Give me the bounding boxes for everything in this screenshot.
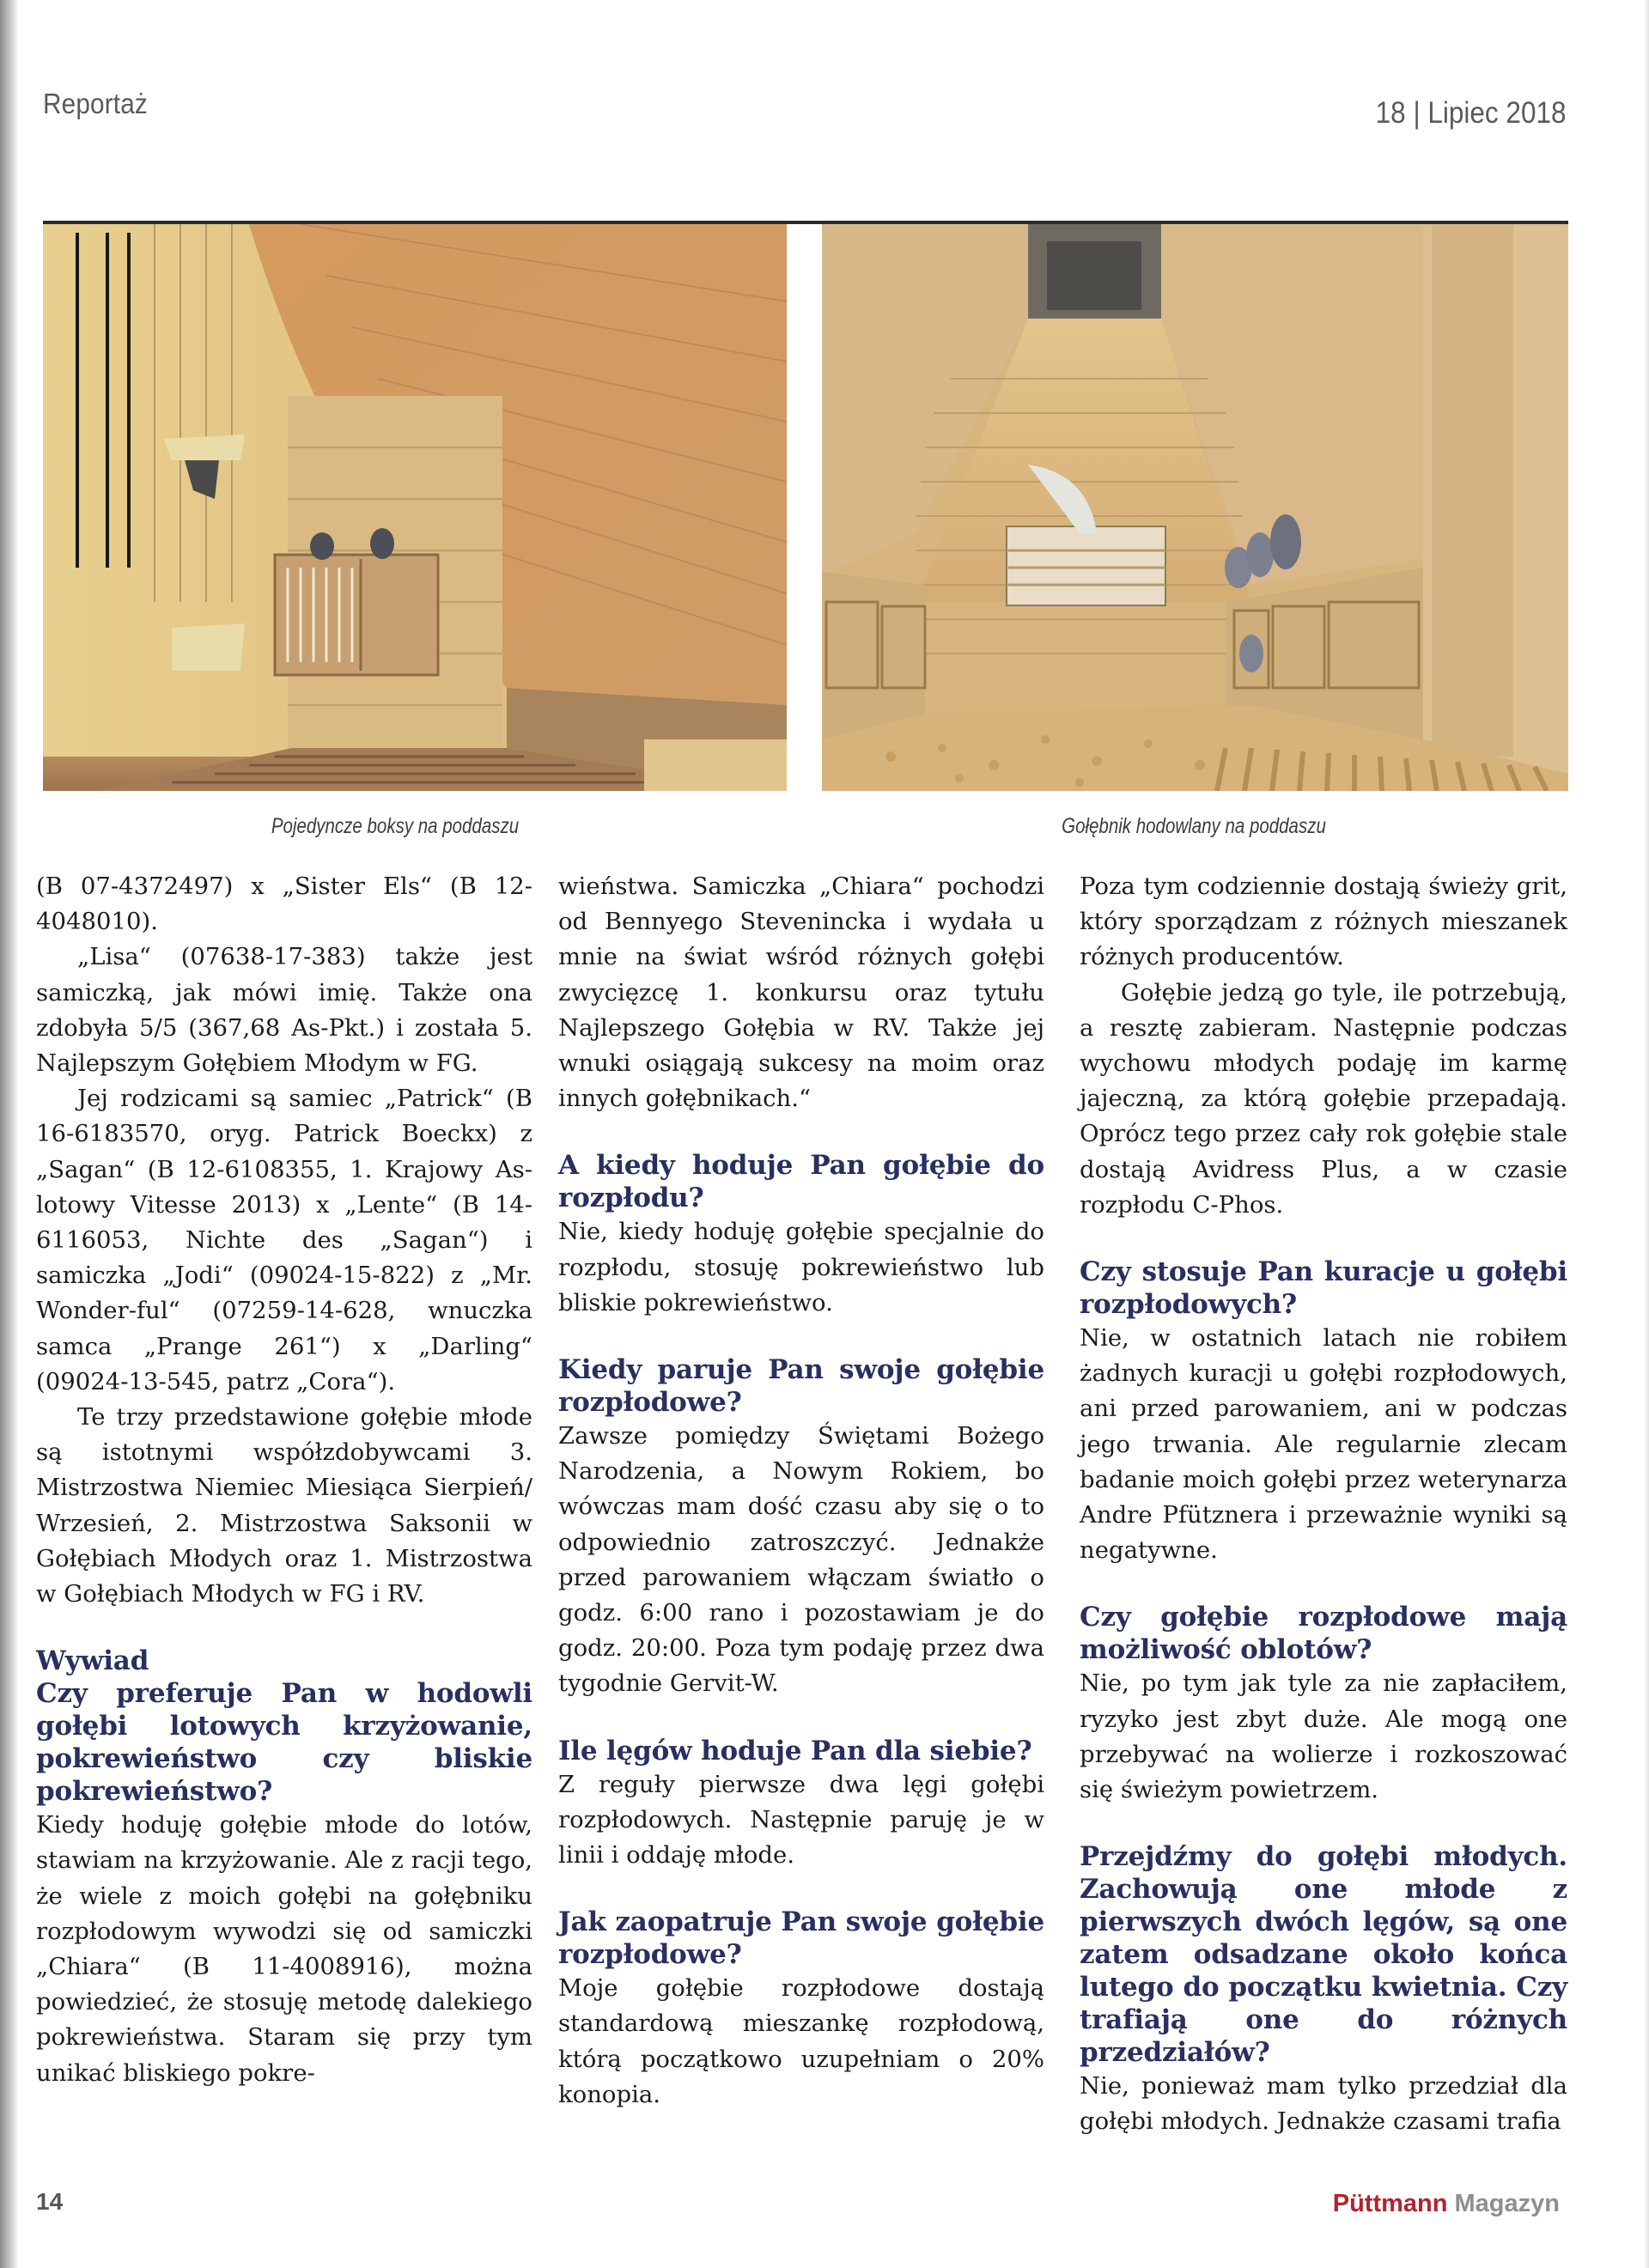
photo-breeding-loft	[822, 224, 1568, 791]
spacer	[558, 1116, 1044, 1149]
question-heading: Ile lęgów hoduje Pan dla siebie?	[558, 1735, 1032, 1766]
question-heading: Czy gołębie rozpłodowe mają możliwość oblotów?	[1080, 1602, 1567, 1666]
magazine-brand	[1333, 2190, 1560, 2218]
breeding-loft-image	[822, 224, 1568, 791]
brand-primary: Püttmann	[1332, 2190, 1448, 2217]
spacer	[1080, 1223, 1567, 1256]
paragraph: „Lisa“ (07638-17-383) także jest samiczką, jak mówi imię. Także ona zdobyła 5/5 (367,68 As-Pkt.) i została 5. Najlepszym Gołębiem Młodym w FG.	[36, 943, 532, 1078]
article-column-1	[36, 869, 532, 2091]
issue-label: 18 | Lipiec 2018	[1376, 96, 1567, 130]
answer-paragraph: Gołębie jedzą go tyle, ile potrzebują, a resztę zabieram. Następnie podczas wychowu młodych podaję im karmę jajeczną, za którą gołębie przepadają. Oprócz tego przez cały rok gołębie stale dostają Avidress Plus, a w czasie rozpłodu C-Phos.	[1080, 978, 1567, 1219]
spacer	[1080, 1568, 1567, 1601]
photo-caption-left: Pojedyncze boksy na poddaszu	[271, 814, 520, 838]
answer-paragraph: Nie, kiedy hoduję gołębie specjalnie do rozpłodu, stosuję pokrewieństwo lub bliskie pokrewieństwo.	[558, 1218, 1044, 1316]
question-heading: A kiedy hoduje Pan gołębie do rozpłodu?	[558, 1150, 1044, 1214]
photo-single-boxes	[43, 224, 787, 791]
question-heading: Kiedy paruje Pan swoje gołębie rozpłodowe?	[558, 1354, 1044, 1419]
answer-paragraph: Poza tym codziennie dostają świeży grit, który sporządzam z różnych mieszanek różnych producentów.	[1080, 873, 1567, 971]
section-label: Reportaż	[43, 88, 148, 119]
answer-paragraph: Nie, ponieważ mam tylko przedział dla gołębi młodych. Jednakże czasami trafia	[1080, 2072, 1567, 2136]
spacer	[558, 1321, 1044, 1353]
spacer	[1080, 1808, 1567, 1840]
question-heading: Jak zaopatruje Pan swoje gołębie rozpłodowe?	[558, 1906, 1044, 1971]
answer-paragraph: Z reguły pierwsze dwa lęgi gołębi rozpłodowych. Następnie paruję je w linii i oddaję młode.	[558, 1770, 1044, 1870]
paragraph: Jej rodzicami są samiec „Patrick“ (B 16-6183570, oryg. Patrick Boeckx) z „Sagan“ (B 12-6108355, 1. Krajowy As-lotowy Vitesse 2013) x „Lente“ (B 14-6116053, Nichte des „Sagan“) i samiczka „Jodi“ (09024-15-822) z „Mr. Wonder-ful“ (07259-14-628, wnuczka samca „Prange 261“) x „Darling“ (09024-13-545, patrz „Cora“).	[36, 1085, 532, 1395]
loft-corridor-image	[43, 224, 787, 791]
answer-paragraph: wieństwa. Samiczka „Chiara“ pochodzi od Bennyego Stevenincka i wydała u mnie na świat wśród różnych gołębi zwycięzcę 1. konkursu oraz tytułu Najlepszego Gołębia w RV. Także jej wnuki osiągają sukcesy na moim oraz innych gołębnikach.“	[558, 873, 1044, 1113]
article-column-3	[1080, 869, 1567, 2140]
question-heading: Przejdźmy do gołębi młodych. Zachowują one młode z pierwszych dwóch lęgów, są one zatem odsadzane około końca lutego do początku kwietnia. Czy trafiają one do różnych przedziałów?	[1080, 1841, 1567, 2069]
paragraph: (B 07-4372497) x „Sister Els“ (B 12-4048010).	[36, 873, 532, 936]
question-heading: Czy preferuje Pan w hodowli gołębi lotowych krzyżowanie, pokrewieństwo czy bliskie pokrewieństwo?	[36, 1678, 532, 1808]
answer-paragraph: Nie, w ostatnich latach nie robiłem żadnych kuracji u gołębi rozpłodowych, ani przed parowaniem, ani w podczas jego trwania. Ale regularnie zlecam badanie moich gołębi przez weterynarza Andre Pfütznera i przeważnie wyniki są negatywne.	[1080, 1324, 1567, 1565]
answer-paragraph: Nie, po tym jak tyle za nie zapłaciłem, ryzyko jest zbyt duże. Ale mogą one przebywać na wolierze i rozkoszować się świeżym powietrzem.	[1080, 1669, 1567, 1804]
brand-secondary: Magazyn	[1454, 2190, 1560, 2217]
answer-paragraph: Moje gołębie rozpłodowe dostają standardową mieszankę rozpłodową, którą początkowo uzupełniam o 20% konopia.	[558, 1974, 1044, 2108]
page-edge	[1644, 0, 1649, 2268]
page-binding-shadow	[0, 0, 19, 2268]
answer-paragraph: Kiedy hoduję gołębie młode do lotów, stawiam na krzyżowanie. Ale z racji tego, że wiele z moich gołębi na gołębniku rozpłodowym wywodzi się od samiczki „Chiara“ (B 11-4008916), można powiedzieć, że stosuję metodę dalekiego pokrewieństwa. Staram się przy tym unikać bliskiego pokre-	[36, 1811, 532, 2087]
answer-paragraph: Zawsze pomiędzy Świętami Bożego Narodzenia, a Nowym Rokiem, bo wówczas mam dość czasu aby się o to odpowiednio zatroszczyć. Jednakże przed parowaniem włączam światło o godz. 6:00 rano i pozostawiam je do godz. 20:00. Poza tym podaję przez dwa tygodnie Gervit-W.	[558, 1422, 1044, 1698]
paragraph: Te trzy przedstawione gołębie młode są istotnymi współzdobywcami 3. Mistrzostwa Niemiec Miesiąca Sierpień/ Wrzesień, 2. Mistrzostwa Saksonii w Gołębiach Młodych oraz 1. Mistrzostwa w Gołębiach Młodych w FG i RV.	[36, 1403, 532, 1608]
photo-caption-right: Gołębnik hodowlany na poddaszu	[1062, 814, 1326, 838]
spacer	[558, 1873, 1044, 1906]
interview-heading: Wywiad	[36, 1645, 149, 1677]
question-heading: Czy stosuje Pan kuracje u gołębi rozpłodowych?	[1080, 1256, 1567, 1321]
article-column-2	[558, 869, 1044, 2113]
page-number: 14	[36, 2188, 64, 2215]
spacer	[558, 1702, 1044, 1735]
spacer	[36, 1612, 532, 1645]
